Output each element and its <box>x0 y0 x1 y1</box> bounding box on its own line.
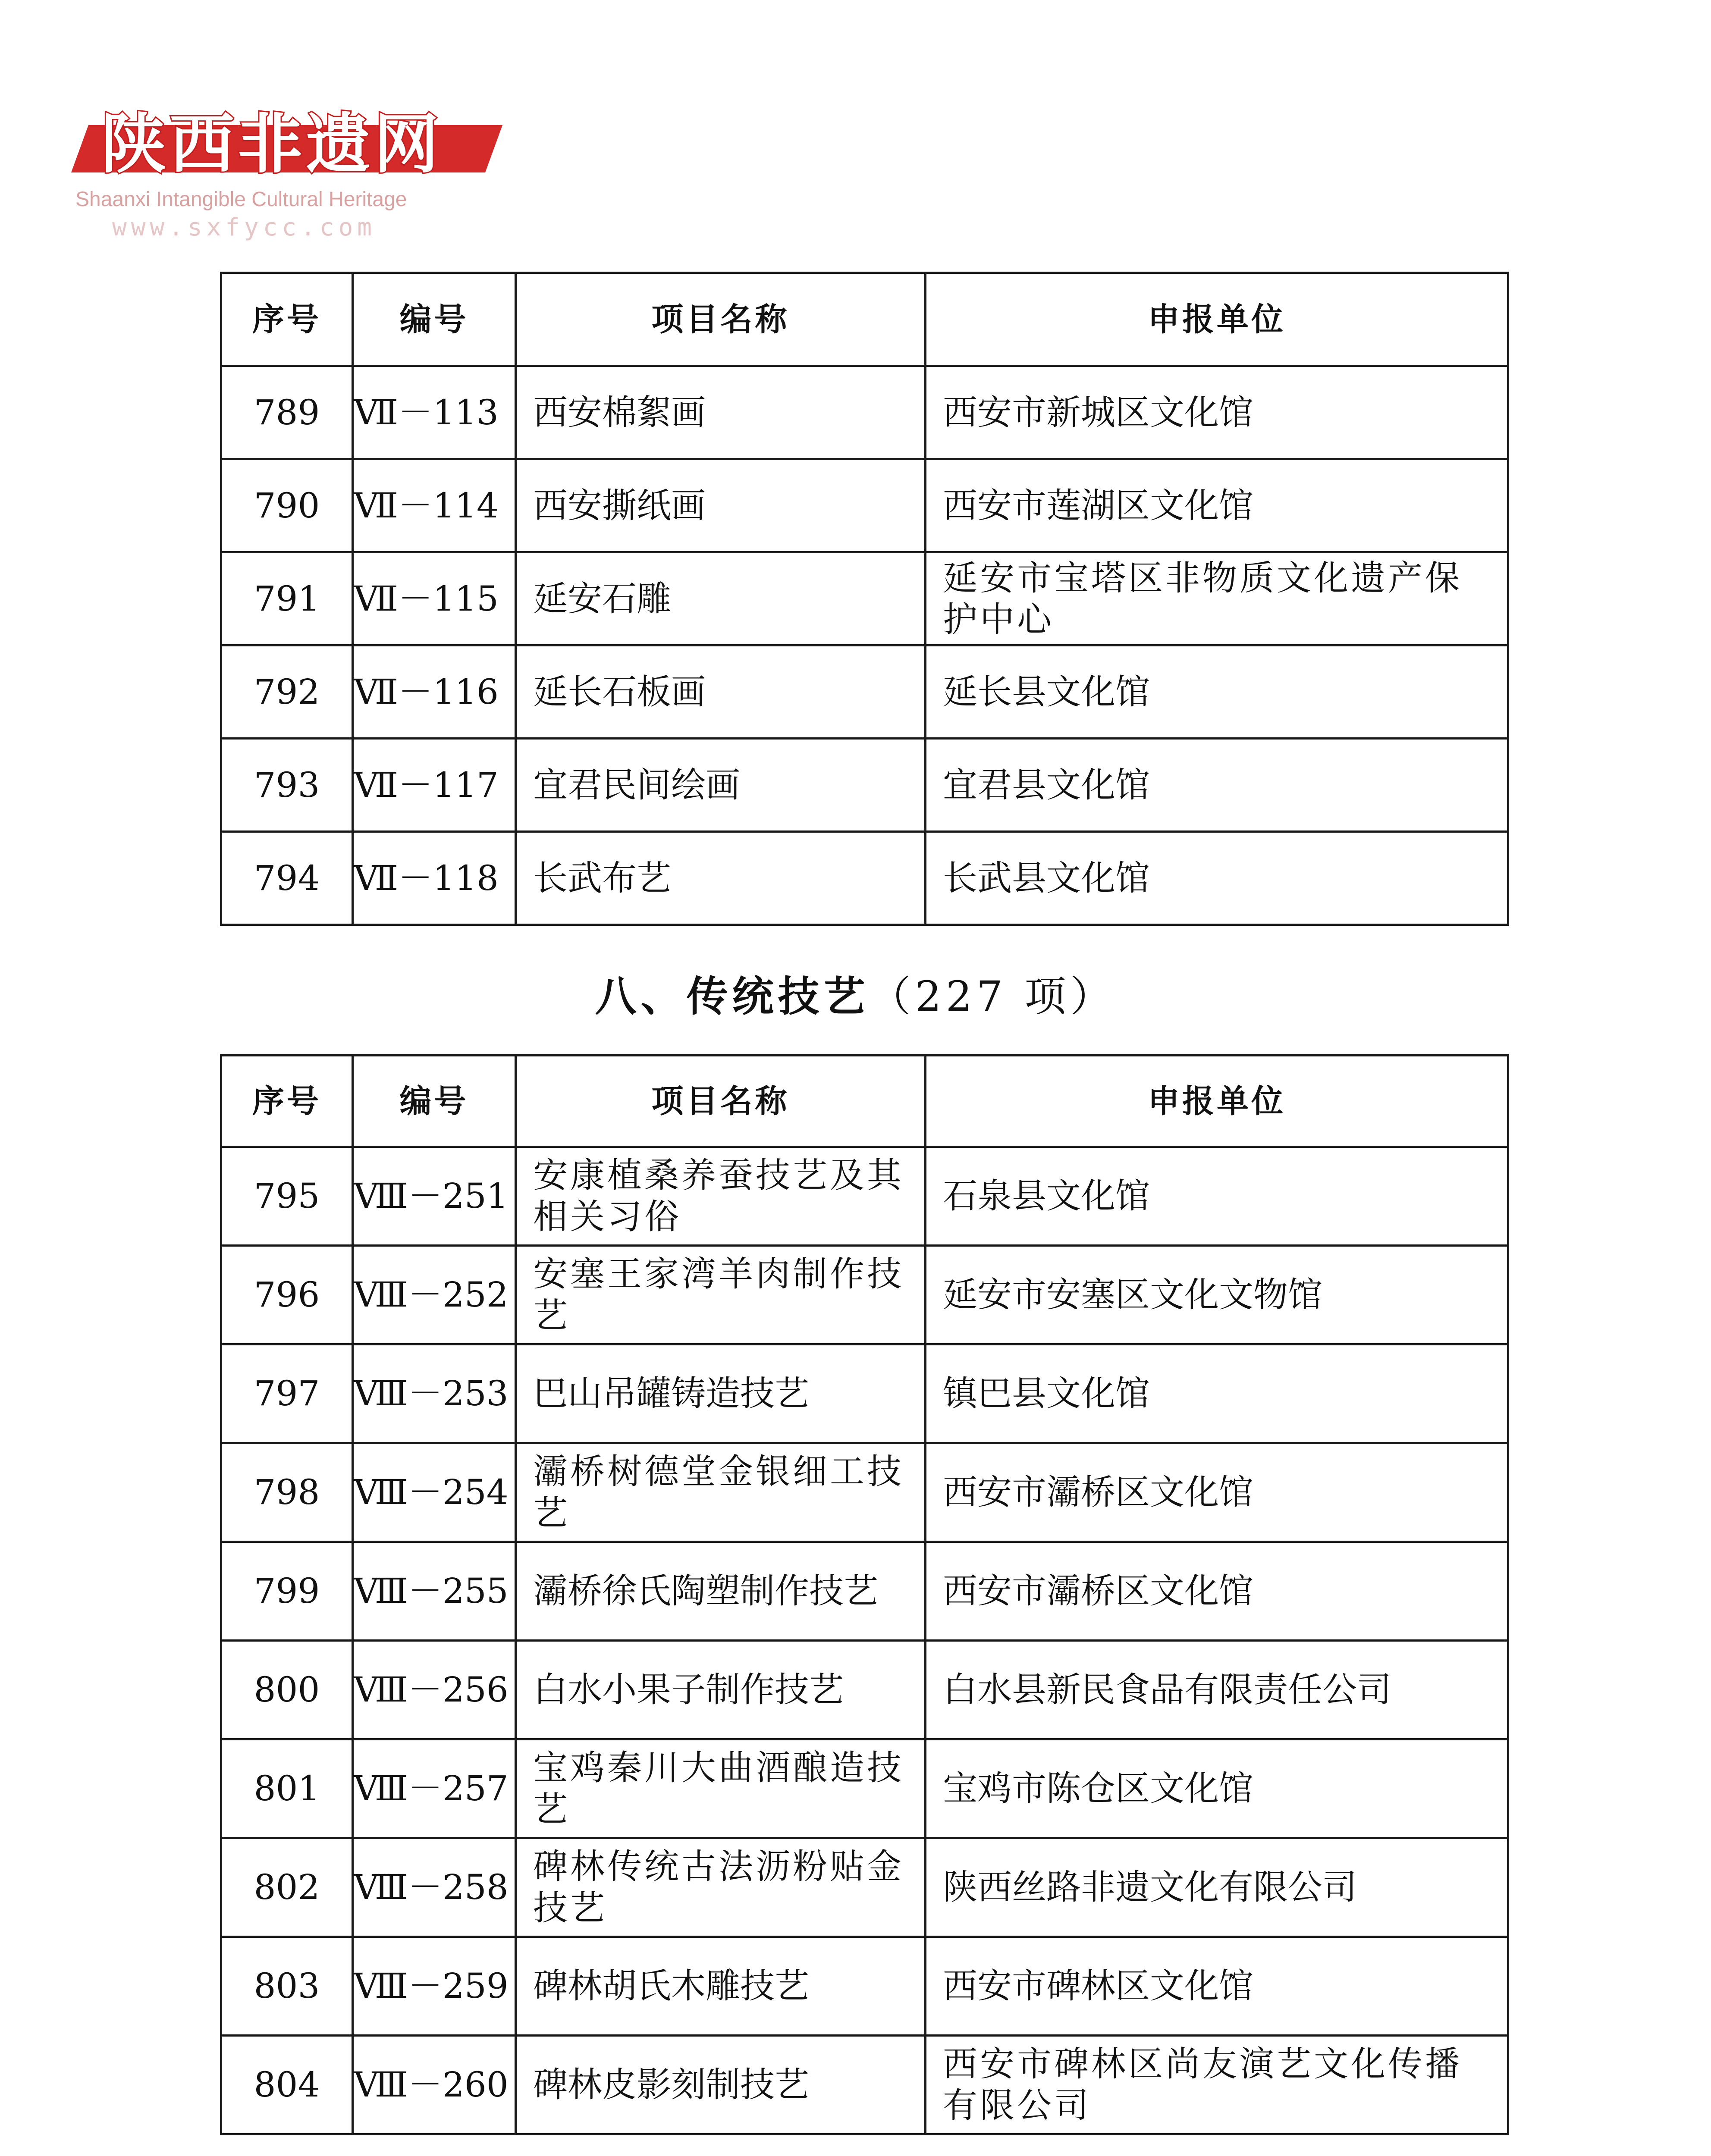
cell-code: Ⅶ－113 <box>353 366 516 459</box>
cell-name: 西安撕纸画 <box>516 459 926 552</box>
table-row <box>221 1641 1508 1739</box>
table-row <box>221 1838 1508 1937</box>
header-unit: 申报单位 <box>926 1056 1508 1147</box>
table-row <box>221 1246 1508 1344</box>
cell-code: Ⅷ－256 <box>353 1641 516 1739</box>
cell-index: 790 <box>221 459 353 552</box>
cell-index: 795 <box>221 1147 353 1246</box>
cell-name: 长武布艺 <box>516 832 926 925</box>
cell-name: 西安棉絮画 <box>516 366 926 459</box>
cell-index: 797 <box>221 1344 353 1443</box>
cell-code: Ⅶ－117 <box>353 739 516 832</box>
table-row <box>221 459 1508 552</box>
cell-index: 791 <box>221 552 353 646</box>
header-name: 项目名称 <box>516 273 926 366</box>
cell-name: 灞桥树德堂金银细工技艺 <box>516 1443 926 1542</box>
header-unit: 申报单位 <box>926 273 1508 366</box>
cell-index: 798 <box>221 1443 353 1542</box>
cell-code: Ⅷ－260 <box>353 2036 516 2134</box>
cell-unit: 长武县文化馆 <box>926 832 1508 925</box>
logo-url: www.sxfycc.com <box>112 213 377 241</box>
table-row <box>221 366 1508 459</box>
cell-name: 安康植桑养蚕技艺及其相关习俗 <box>516 1147 926 1246</box>
table-row <box>221 2036 1508 2134</box>
header-code: 编号 <box>353 273 516 366</box>
cell-name: 宝鸡秦川大曲酒酿造技艺 <box>516 1739 926 1838</box>
cell-name: 碑林传统古法沥粉贴金技艺 <box>516 1838 926 1937</box>
cell-code: Ⅶ－116 <box>353 646 516 739</box>
header-index: 序号 <box>221 273 353 366</box>
cell-unit: 宝鸡市陈仓区文化馆 <box>926 1739 1508 1838</box>
cell-index: 803 <box>221 1937 353 2036</box>
header-name: 项目名称 <box>516 1056 926 1147</box>
cell-code: Ⅶ－115 <box>353 552 516 646</box>
cell-index: 800 <box>221 1641 353 1739</box>
cell-unit: 镇巴县文化馆 <box>926 1344 1508 1443</box>
table-row <box>221 1937 1508 2036</box>
cell-index: 796 <box>221 1246 353 1344</box>
cell-code: Ⅶ－118 <box>353 832 516 925</box>
cell-unit: 延安市安塞区文化文物馆 <box>926 1246 1508 1344</box>
cell-unit: 西安市灞桥区文化馆 <box>926 1443 1508 1542</box>
table-row <box>221 832 1508 925</box>
cell-code: Ⅶ－114 <box>353 459 516 552</box>
cell-name: 巴山吊罐铸造技艺 <box>516 1344 926 1443</box>
cell-index: 793 <box>221 739 353 832</box>
logo-subtitle: Shaanxi Intangible Cultural Heritage <box>75 188 407 211</box>
cell-unit: 石泉县文化馆 <box>926 1147 1508 1246</box>
logo-title: 陕西非遗网 <box>101 107 443 182</box>
site-logo <box>71 103 511 246</box>
cell-name: 白水小果子制作技艺 <box>516 1641 926 1739</box>
cell-code: Ⅷ－252 <box>353 1246 516 1344</box>
cell-index: 789 <box>221 366 353 459</box>
cell-name: 灞桥徐氏陶塑制作技艺 <box>516 1542 926 1641</box>
cell-name: 宜君民间绘画 <box>516 739 926 832</box>
cell-code: Ⅷ－258 <box>353 1838 516 1937</box>
cell-name: 安塞王家湾羊肉制作技艺 <box>516 1246 926 1344</box>
table-row <box>221 1542 1508 1641</box>
cell-name: 延长石板画 <box>516 646 926 739</box>
table-row <box>221 646 1508 739</box>
table-craft-art <box>220 272 1509 926</box>
cell-name: 碑林皮影刻制技艺 <box>516 2036 926 2134</box>
cell-code: Ⅷ－254 <box>353 1443 516 1542</box>
cell-index: 801 <box>221 1739 353 1838</box>
table-traditional-craft <box>220 1054 1509 2135</box>
header-code: 编号 <box>353 1056 516 1147</box>
cell-code: Ⅷ－257 <box>353 1739 516 1838</box>
table-row <box>221 1147 1508 1246</box>
cell-code: Ⅷ－255 <box>353 1542 516 1641</box>
cell-code: Ⅷ－251 <box>353 1147 516 1246</box>
cell-name: 延安石雕 <box>516 552 926 646</box>
cell-unit: 西安市新城区文化馆 <box>926 366 1508 459</box>
cell-code: Ⅷ－253 <box>353 1344 516 1443</box>
table-header-row <box>221 273 1508 366</box>
section-count: （227 项） <box>869 972 1116 1021</box>
cell-index: 804 <box>221 2036 353 2134</box>
table-row <box>221 1344 1508 1443</box>
cell-unit: 延安市宝塔区非物质文化遗产保护中心 <box>926 552 1508 646</box>
table-row <box>221 1443 1508 1542</box>
section-heading <box>0 964 1711 1023</box>
header-index: 序号 <box>221 1056 353 1147</box>
table-row <box>221 1739 1508 1838</box>
section-title-text: 八、传统技艺 <box>595 972 870 1021</box>
cell-index: 799 <box>221 1542 353 1641</box>
cell-unit: 宜君县文化馆 <box>926 739 1508 832</box>
table-row <box>221 739 1508 832</box>
cell-unit: 白水县新民食品有限责任公司 <box>926 1641 1508 1739</box>
cell-index: 802 <box>221 1838 353 1937</box>
table-header-row <box>221 1056 1508 1147</box>
cell-unit: 西安市碑林区尚友演艺文化传播有限公司 <box>926 2036 1508 2134</box>
cell-name: 碑林胡氏木雕技艺 <box>516 1937 926 2036</box>
cell-unit: 陕西丝路非遗文化有限公司 <box>926 1838 1508 1937</box>
cell-unit: 延长县文化馆 <box>926 646 1508 739</box>
cell-index: 792 <box>221 646 353 739</box>
cell-unit: 西安市灞桥区文化馆 <box>926 1542 1508 1641</box>
cell-unit: 西安市莲湖区文化馆 <box>926 459 1508 552</box>
cell-unit: 西安市碑林区文化馆 <box>926 1937 1508 2036</box>
cell-index: 794 <box>221 832 353 925</box>
cell-code: Ⅷ－259 <box>353 1937 516 2036</box>
table-row <box>221 552 1508 646</box>
